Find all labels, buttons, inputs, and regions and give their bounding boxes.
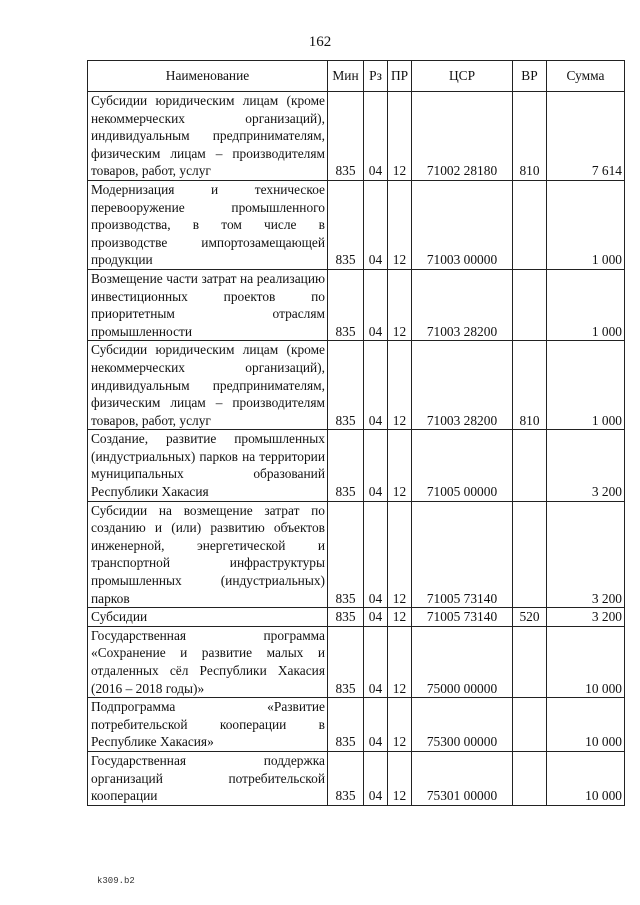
row-vr [513, 501, 547, 608]
row-pr: 12 [388, 626, 412, 697]
row-pr: 12 [388, 341, 412, 430]
row-rz: 04 [364, 751, 388, 805]
row-rz: 04 [364, 430, 388, 501]
row-vr: 810 [513, 92, 547, 181]
row-sum: 1 000 [547, 341, 625, 430]
row-vr [513, 269, 547, 340]
header-rz: Рз [364, 61, 388, 92]
header-min: Мин [328, 61, 364, 92]
row-rz: 04 [364, 626, 388, 697]
row-csr: 71002 28180 [412, 92, 513, 181]
row-rz: 04 [364, 501, 388, 608]
row-sum: 10 000 [547, 698, 625, 752]
row-name: Субсидии на возмещение затрат по созданию и (или) развитию объектов инженерной, энергетической и транспортной инфраструктуры промышленных (индустриальных) парков [88, 501, 328, 608]
table-row [88, 698, 625, 752]
row-csr: 71003 00000 [412, 180, 513, 269]
row-min: 835 [328, 180, 364, 269]
row-rz: 04 [364, 698, 388, 752]
row-csr: 71005 73140 [412, 501, 513, 608]
header-csr: ЦСР [412, 61, 513, 92]
row-sum: 3 200 [547, 501, 625, 608]
row-vr: 520 [513, 608, 547, 627]
row-csr: 75300 00000 [412, 698, 513, 752]
row-vr: 810 [513, 341, 547, 430]
row-sum: 10 000 [547, 751, 625, 805]
table-row [88, 608, 625, 627]
table-row [88, 92, 625, 181]
row-pr: 12 [388, 269, 412, 340]
row-name: Субсидии юридическим лицам (кроме некоммерческих организаций), индивидуальным предпринимателям, физическим лицам – производителям товаров, работ, услуг [88, 341, 328, 430]
row-rz: 04 [364, 92, 388, 181]
row-csr: 71003 28200 [412, 341, 513, 430]
row-name: Создание, развитие промышленных (индустриальных) парков на территории муниципальных образований Республики Хакасия [88, 430, 328, 501]
row-min: 835 [328, 751, 364, 805]
header-sum: Сумма [547, 61, 625, 92]
row-name: Модернизация и техническое перевооружение промышленного производства, в том числе в производстве импортозамещающей продукции [88, 180, 328, 269]
table-row [88, 180, 625, 269]
header-name: Наименование [88, 61, 328, 92]
row-sum: 3 200 [547, 608, 625, 627]
table-row [88, 269, 625, 340]
row-csr: 71005 73140 [412, 608, 513, 627]
row-name: Субсидии [88, 608, 328, 627]
table-row [88, 430, 625, 501]
table-row [88, 626, 625, 697]
row-min: 835 [328, 626, 364, 697]
row-min: 835 [328, 698, 364, 752]
row-vr [513, 180, 547, 269]
table-row [88, 751, 625, 805]
row-vr [513, 751, 547, 805]
document-code: k309.b2 [97, 876, 135, 886]
row-csr: 71005 00000 [412, 430, 513, 501]
row-rz: 04 [364, 608, 388, 627]
row-name: Субсидии юридическим лицам (кроме некоммерческих организаций), индивидуальным предпринимателям, физическим лицам – производителям товаров, работ, услуг [88, 92, 328, 181]
row-sum: 1 000 [547, 269, 625, 340]
table-row [88, 501, 625, 608]
header-pr: ПР [388, 61, 412, 92]
row-min: 835 [328, 341, 364, 430]
header-vr: ВР [513, 61, 547, 92]
row-csr: 75000 00000 [412, 626, 513, 697]
row-pr: 12 [388, 180, 412, 269]
row-min: 835 [328, 608, 364, 627]
row-sum: 1 000 [547, 180, 625, 269]
row-pr: 12 [388, 501, 412, 608]
row-name: Государственная программа «Сохранение и развитие малых и отдаленных сёл Республики Хакасия (2016 – 2018 годы)» [88, 626, 328, 697]
row-vr [513, 430, 547, 501]
table-row [88, 341, 625, 430]
row-sum: 7 614 [547, 92, 625, 181]
row-rz: 04 [364, 341, 388, 430]
row-min: 835 [328, 501, 364, 608]
row-vr [513, 698, 547, 752]
row-min: 835 [328, 269, 364, 340]
header-row [88, 61, 625, 92]
row-csr: 75301 00000 [412, 751, 513, 805]
row-pr: 12 [388, 698, 412, 752]
row-pr: 12 [388, 608, 412, 627]
row-rz: 04 [364, 180, 388, 269]
row-sum: 10 000 [547, 626, 625, 697]
row-name: Возмещение части затрат на реализацию инвестиционных проектов по приоритетным отраслям промышленности [88, 269, 328, 340]
row-vr [513, 626, 547, 697]
row-name: Государственная поддержка организаций потребительской кооперации [88, 751, 328, 805]
row-min: 835 [328, 430, 364, 501]
row-sum: 3 200 [547, 430, 625, 501]
page-number: 162 [308, 34, 332, 50]
row-rz: 04 [364, 269, 388, 340]
row-pr: 12 [388, 92, 412, 181]
row-pr: 12 [388, 430, 412, 501]
row-csr: 71003 28200 [412, 269, 513, 340]
budget-table [87, 60, 625, 806]
row-pr: 12 [388, 751, 412, 805]
row-name: Подпрограмма «Развитие потребительской кооперации в Республике Хакасия» [88, 698, 328, 752]
row-min: 835 [328, 92, 364, 181]
